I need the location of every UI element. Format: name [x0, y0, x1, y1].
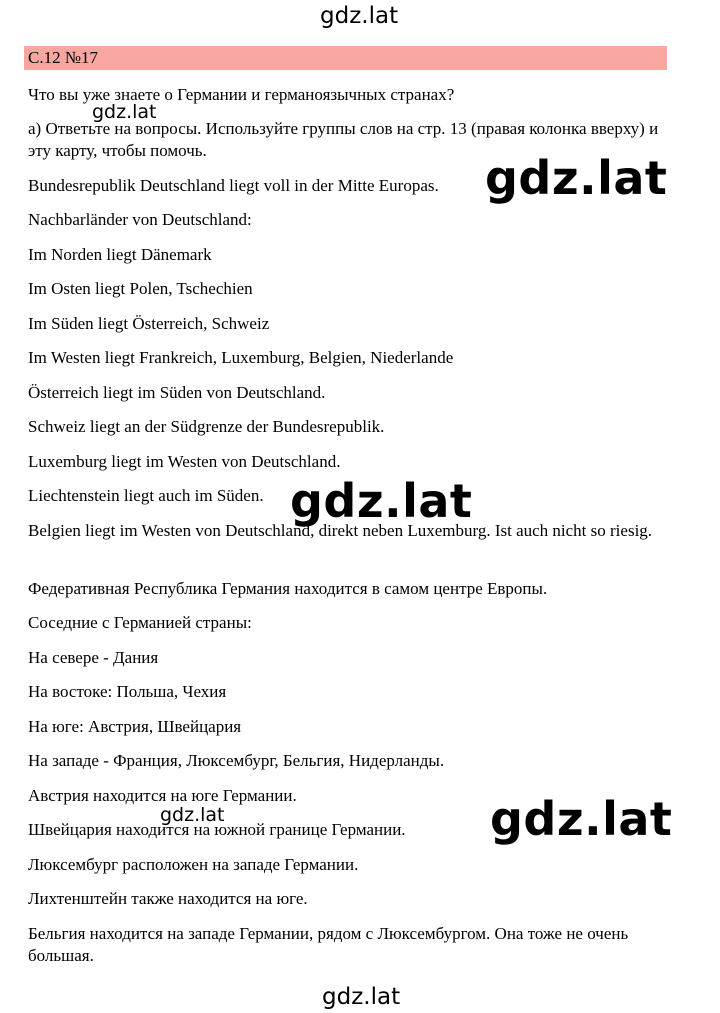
text-line: Лихтенштейн также находится на юге. — [28, 889, 308, 908]
text-line: Luxemburg liegt im Westen von Deutschland. — [28, 452, 341, 471]
task-header: С.12 №17 — [24, 46, 667, 70]
text-line: На севере - Дания — [28, 648, 159, 667]
watermark-big-1: gdz.lat — [485, 151, 668, 205]
text-line: Бельгия находится на западе Германии, рядом с Люксембургом. Она тоже не очень большая. — [28, 924, 629, 965]
text-line: Австрия находится на юге Германии. — [28, 786, 297, 805]
text-line: Федеративная Республика Германия находится в самом центре Европы. — [28, 579, 548, 598]
text-line: На западе - Франция, Люксембург, Бельгия, Нидерланды. — [28, 751, 445, 770]
text-line: Liechtenstein liegt auch im Süden. — [28, 486, 264, 505]
text-line: Schweiz liegt an der Südgrenze der Bundesrepublik. — [28, 417, 385, 436]
text-line: а) Ответьте на вопросы. Используйте группы слов на стр. 13 (правая колонка вверху) и эту карту, чтобы помочь. — [28, 119, 659, 160]
watermark-bottom: gdz.lat — [322, 984, 401, 1010]
text-line: Im Norden liegt Dänemark — [28, 245, 212, 264]
watermark-small-1: gdz.lat — [92, 101, 157, 123]
text-line: Belgien liegt im Westen von Deutschland, direkt neben Luxemburg. Ist auch nicht so riesig. — [28, 521, 653, 540]
watermark-top: gdz.lat — [320, 3, 399, 29]
text-line: Im Süden liegt Österreich, Schweiz — [28, 314, 270, 333]
text-line: На востоке: Польша, Чехия — [28, 682, 227, 701]
text-line: Österreich liegt im Süden von Deutschland. — [28, 383, 326, 402]
text-line: Im Osten liegt Polen, Tschechien — [28, 279, 253, 298]
watermark-small-2: gdz.lat — [160, 804, 225, 826]
text-line: Что вы уже знаете о Германии и германоязычных странах? — [28, 85, 455, 104]
watermark-big-3: gdz.lat — [490, 792, 673, 846]
text-line: Im Westen liegt Frankreich, Luxemburg, Belgien, Niederlande — [28, 348, 454, 367]
text-line: На юге: Австрия, Швейцария — [28, 717, 242, 736]
text-line: Швейцария находится на южной границе Германии. — [28, 820, 406, 839]
watermark-big-2: gdz.lat — [290, 474, 473, 528]
text-line: Люксембург расположен на западе Германии. — [28, 855, 359, 874]
text-line: Соседние с Германией страны: — [28, 613, 252, 632]
text-line: Bundesrepublik Deutschland liegt voll in der Mitte Europas. — [28, 176, 439, 195]
text-line: Nachbarländer von Deutschland: — [28, 210, 252, 229]
